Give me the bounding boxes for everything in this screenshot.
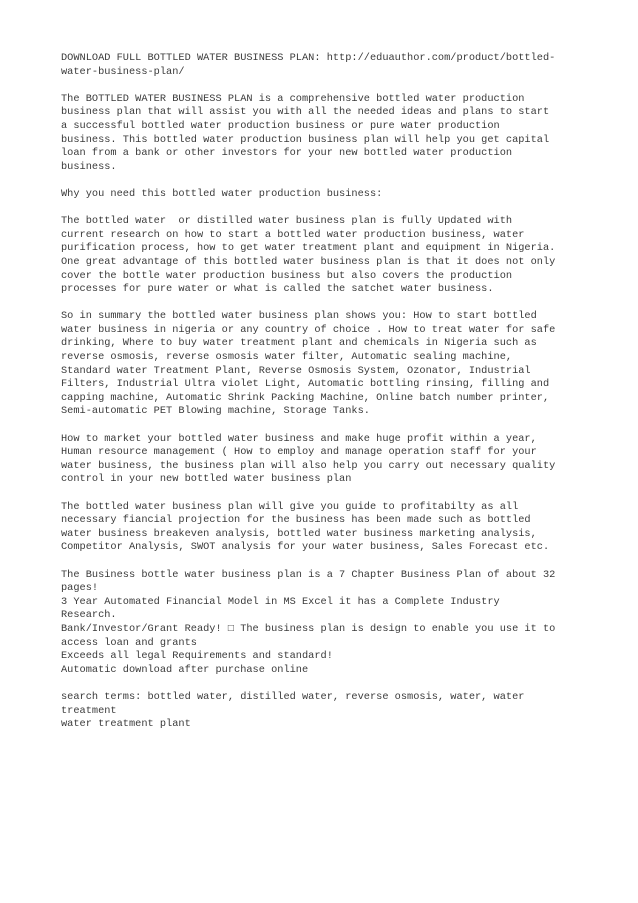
- text-line: The bottled water business plan will give you guide to profitabilty as all: [61, 500, 519, 513]
- text-line: Semi-automatic PET Blowing machine, Storage Tanks.: [61, 405, 370, 418]
- paragraph: [61, 569, 586, 678]
- text-line: processes for pure water or what is called the satchet water business.: [61, 283, 494, 296]
- text-line: cover the bottle water production business but also covers the production: [61, 269, 513, 282]
- text-line: current research on how to start a bottled water production business, water: [61, 228, 525, 241]
- text-line: drinking, Where to buy water treatment plant and chemicals in Nigeria such as: [61, 337, 537, 350]
- document-body: [61, 52, 586, 745]
- text-line: search terms: bottled water, distilled water, reverse osmosis, water, water: [61, 690, 525, 703]
- text-line: water-business-plan/: [61, 65, 185, 78]
- text-line: business.: [61, 160, 117, 173]
- text-line: business plan that will assist you with all the needed ideas and plans to start: [61, 106, 550, 119]
- text-line: water treatment plant: [61, 718, 191, 731]
- text-line: capping machine, Automatic Shrink Packing Machine, Online batch number printer,: [61, 391, 550, 404]
- text-line: water business breakeven analysis, bottled water business marketing analysis,: [61, 527, 537, 540]
- text-line: Competitor Analysis, SWOT analysis for your water business, Sales Forecast etc.: [61, 541, 550, 554]
- text-line: Bank/Investor/Grant Ready! □ The business plan is design to enable you use it to: [61, 622, 556, 635]
- paragraph: [61, 310, 586, 419]
- text-line: water business in nigeria or any country of choice . How to treat water for safe: [61, 323, 556, 336]
- text-line: Research.: [61, 609, 117, 622]
- text-line: Standard water Treatment Plant, Reverse Osmosis System, Ozonator, Industrial: [61, 364, 531, 377]
- text-line: water business, the business plan will also help you carry out necessary quality: [61, 459, 556, 472]
- paragraph: [61, 433, 586, 487]
- text-line: necessary fiancial projection for the business has been made such as bottled: [61, 514, 531, 527]
- text-line: pages!: [61, 582, 99, 595]
- text-line: Filters, Industrial Ultra violet Light, Automatic bottling rinsing, filling and: [61, 378, 550, 391]
- text-line: Automatic download after purchase online: [61, 663, 309, 676]
- text-line: a successful bottled water production business or pure water production: [61, 119, 500, 132]
- text-line: access loan and grants: [61, 636, 197, 649]
- text-line: control in your new bottled water business plan: [61, 473, 352, 486]
- paragraph: [61, 691, 586, 732]
- text-line: So in summary the bottled water business plan shows you: How to start bottled: [61, 310, 537, 323]
- paragraph: [61, 215, 586, 297]
- text-line: How to market your bottled water business and make huge profit within a year,: [61, 432, 537, 445]
- paragraph: [61, 188, 586, 202]
- text-line: 3 Year Automated Financial Model in MS Excel it has a Complete Industry: [61, 595, 500, 608]
- text-line: purification process, how to get water treatment plant and equipment in Nigeria.: [61, 242, 556, 255]
- text-line: The BOTTLED WATER BUSINESS PLAN is a comprehensive bottled water production: [61, 92, 525, 105]
- text-line: Why you need this bottled water production business:: [61, 187, 383, 200]
- text-line: The Business bottle water business plan is a 7 Chapter Business Plan of about 32: [61, 568, 556, 581]
- text-line: One great advantage of this bottled water business plan is that it does not only: [61, 255, 556, 268]
- paragraph: [61, 501, 586, 555]
- text-line: loan from a bank or other investors for your new bottled water production: [61, 147, 513, 160]
- text-line: Exceeds all legal Requirements and standard!: [61, 650, 333, 663]
- text-line: Human resource management ( How to employ and manage operation staff for your: [61, 446, 537, 459]
- text-line: reverse osmosis, reverse osmosis water filter, Automatic sealing machine,: [61, 351, 513, 364]
- paragraph: [61, 52, 586, 79]
- text-line: DOWNLOAD FULL BOTTLED WATER BUSINESS PLAN: http://eduauthor.com/product/bottled-: [61, 52, 556, 64]
- text-line: The bottled water or distilled water business plan is fully Updated with: [61, 215, 513, 228]
- paragraph: [61, 93, 586, 175]
- text-line: business. This bottled water production business plan will help you get capital: [61, 133, 550, 146]
- text-line: treatment: [61, 704, 117, 717]
